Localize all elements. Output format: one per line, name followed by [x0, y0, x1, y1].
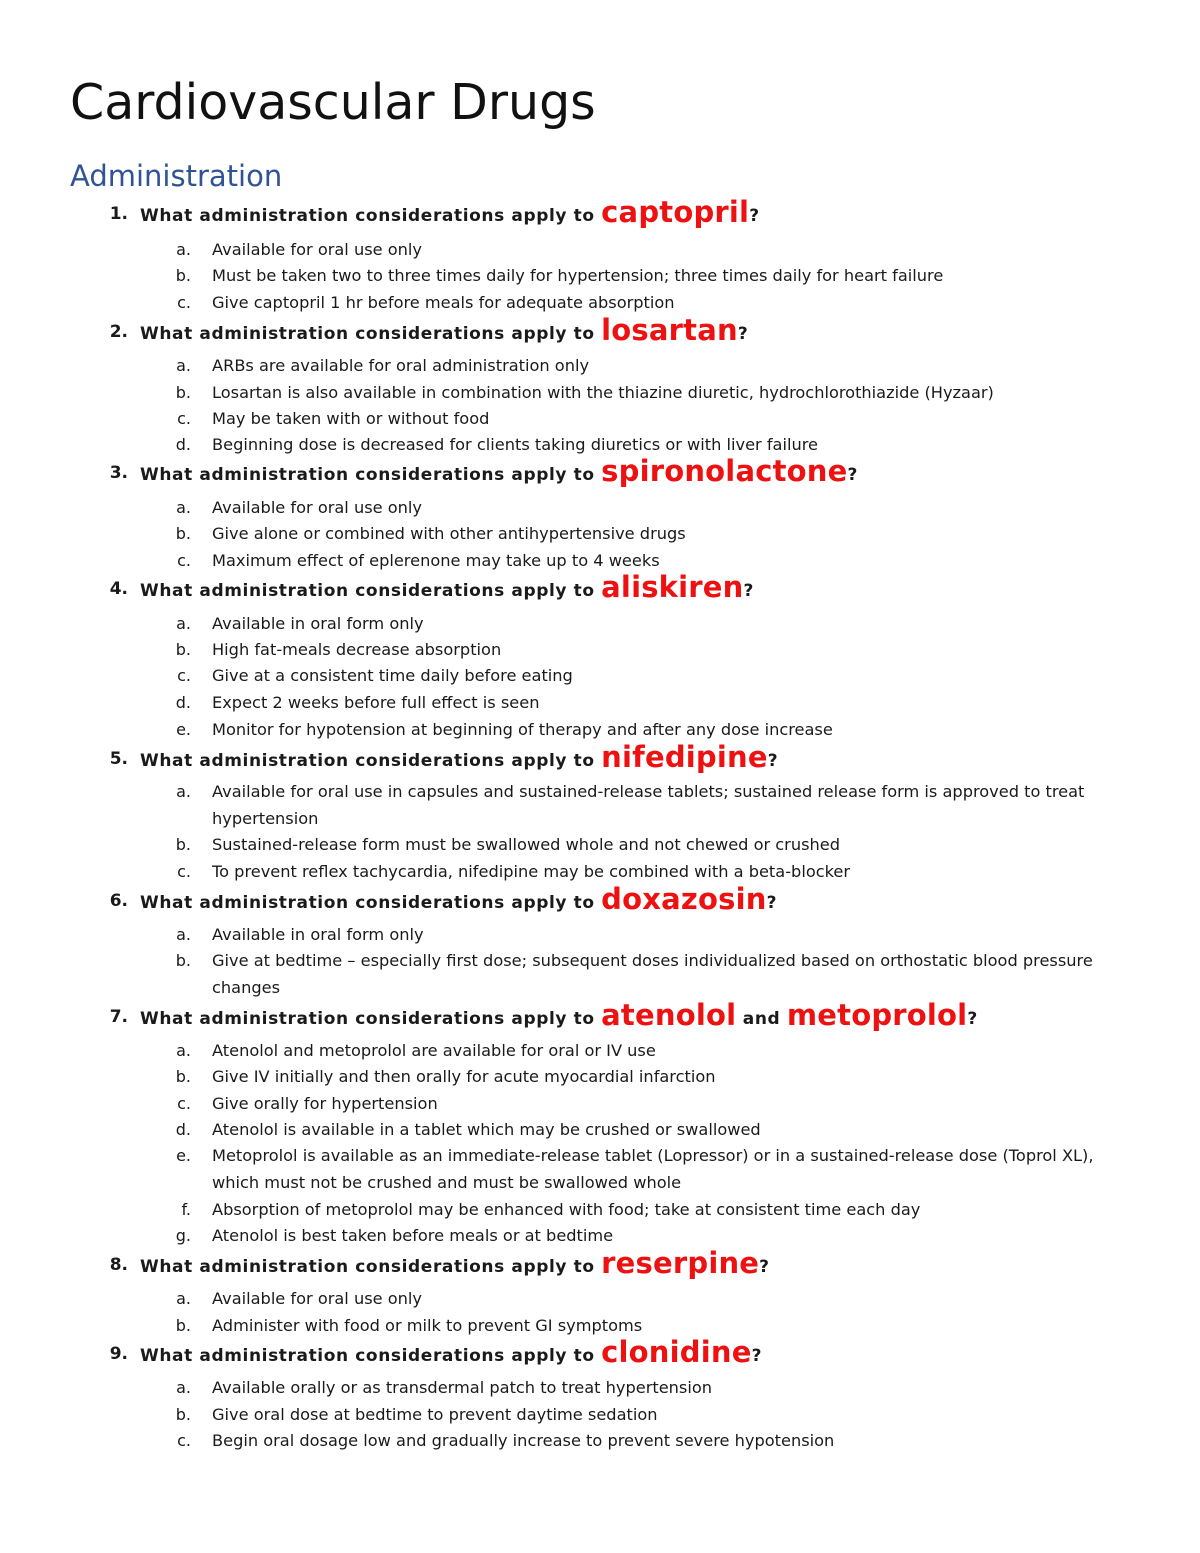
answer-letter: a. [176, 614, 191, 633]
answer-letter: b. [175, 383, 191, 402]
section-heading: Administration [70, 159, 283, 193]
question-text: What administration considerations apply to losartan? [140, 313, 749, 347]
answer-text: Must be taken two to three times daily for hypertension; three times daily for heart failure [212, 266, 944, 285]
question-prefix: What administration considerations apply to [140, 324, 595, 344]
question-prefix: What administration considerations apply to [140, 751, 595, 771]
answer-text: Available orally or as transdermal patch to treat hypertension [212, 1378, 713, 1397]
answer-text: Administer with food or milk to prevent GI symptoms [212, 1316, 643, 1335]
answer-letter: c. [177, 1094, 191, 1113]
question-prefix: What administration considerations apply to [140, 1009, 595, 1029]
answer-text: Metoprolol is available as an immediate-release tablet (Lopressor) or in a sustained-release dose (Toprol XL), which must not be crushed and must be swallowed whole [212, 1146, 1094, 1192]
drug-name: atenolol [601, 998, 737, 1032]
answer-text: Available in oral form only [212, 614, 424, 633]
question-prefix: What administration considerations apply to [140, 1257, 595, 1277]
answer-letter: e. [176, 1146, 191, 1165]
answer-letter: a. [176, 1289, 191, 1308]
question-item [0, 311, 1200, 347]
answer-text: Available for oral use in capsules and sustained-release tablets; sustained release form is approved to treat hypertension [212, 782, 1085, 828]
question-item [0, 880, 1200, 916]
drug-name: captopril [601, 195, 750, 229]
question-item [0, 738, 1200, 774]
answer-text: Atenolol is best taken before meals or at bedtime [212, 1226, 614, 1245]
answer-letter: c. [177, 1431, 191, 1450]
answer-letter: c. [177, 862, 191, 881]
answer-text: Available for oral use only [212, 240, 422, 259]
answer-text: Atenolol is available in a tablet which may be crushed or swallowed [212, 1120, 761, 1139]
answer-text: Available for oral use only [212, 498, 422, 517]
answer-text: Begin oral dosage low and gradually increase to prevent severe hypotension [212, 1431, 835, 1450]
answer-letter: d. [175, 693, 191, 712]
question-number: 5. [109, 749, 128, 769]
answer-text: Give IV initially and then orally for acute myocardial infarction [212, 1067, 716, 1086]
answer-text: Available in oral form only [212, 925, 424, 944]
question-prefix: What administration considerations apply to [140, 581, 595, 601]
question-item [0, 996, 1200, 1032]
answer-letter: a. [176, 782, 191, 801]
question-prefix: What administration considerations apply to [140, 893, 595, 913]
question-item [0, 1244, 1200, 1280]
question-text: What administration considerations apply to spironolactone? [140, 454, 858, 488]
answer-text: Losartan is also available in combination with the thiazine diuretic, hydrochlorothiazide (Hyzaar) [212, 383, 994, 402]
question-prefix: What administration considerations apply to [140, 1346, 595, 1366]
answer-letter: b. [175, 524, 191, 543]
drug-name: clonidine [601, 1335, 752, 1369]
answer-text: Expect 2 weeks before full effect is seen [212, 693, 540, 712]
question-conjunction: and [742, 1009, 781, 1029]
question-text: What administration considerations apply to clonidine? [140, 1335, 763, 1369]
drug-name: aliskiren [601, 570, 744, 604]
answer-text: To prevent reflex tachycardia, nifedipine may be combined with a beta-blocker [212, 862, 851, 881]
question-text: What administration considerations apply to nifedipine? [140, 740, 779, 774]
answer-letter: b. [175, 266, 191, 285]
question-number: 8. [109, 1255, 128, 1275]
question-number: 4. [109, 579, 128, 599]
answer-letter: b. [175, 1405, 191, 1424]
answer-text: Give oral dose at bedtime to prevent daytime sedation [212, 1405, 658, 1424]
drug-name: spironolactone [601, 454, 848, 488]
answer-letter: b. [175, 1067, 191, 1086]
answer-letter: c. [177, 666, 191, 685]
answer-text: Give captopril 1 hr before meals for adequate absorption [212, 293, 675, 312]
answer-letter: d. [175, 435, 191, 454]
answer-letter: b. [175, 1316, 191, 1335]
question-number: 2. [109, 322, 128, 342]
answer-text: Monitor for hypotension at beginning of therapy and after any dose increase [212, 720, 833, 739]
answer-text: Give alone or combined with other antihypertensive drugs [212, 524, 686, 543]
answer-text: Absorption of metoprolol may be enhanced with food; take at consistent time each day [212, 1200, 921, 1219]
answer-text: High fat-meals decrease absorption [212, 640, 502, 659]
question-text: What administration considerations apply to atenolol and metoprolol? [140, 998, 978, 1032]
question-text: What administration considerations apply to aliskiren? [140, 570, 754, 604]
question-item [0, 193, 1200, 229]
answer-letter: g. [175, 1226, 191, 1245]
question-text: What administration considerations apply to reserpine? [140, 1246, 770, 1280]
drug-name: nifedipine [601, 740, 768, 774]
answer-letter: b. [175, 640, 191, 659]
answer-letter: a. [176, 925, 191, 944]
answer-text: Give at bedtime – especially first dose; subsequent doses individualized based on orthostatic blood pressure changes [212, 951, 1093, 997]
answer-letter: a. [176, 356, 191, 375]
question-number: 1. [109, 204, 128, 224]
question-item [0, 1333, 1200, 1369]
question-number: 7. [109, 1007, 128, 1027]
question-number: 3. [109, 463, 128, 483]
answer-text: ARBs are available for oral administration only [212, 356, 590, 375]
answer-letter: a. [176, 1041, 191, 1060]
answer-text: Sustained-release form must be swallowed whole and not chewed or crushed [212, 835, 841, 854]
answer-text: Available for oral use only [212, 1289, 422, 1308]
drug-name: metoprolol [786, 998, 968, 1032]
drug-name: losartan [601, 313, 738, 347]
question-number: 9. [109, 1344, 128, 1364]
answer-letter: c. [177, 293, 191, 312]
answer-letter: a. [176, 1378, 191, 1397]
question-text: What administration considerations apply to captopril? [140, 195, 760, 229]
answer-letter: b. [175, 951, 191, 970]
answer-letter: c. [177, 551, 191, 570]
drug-name: reserpine [601, 1246, 760, 1280]
answer-letter: f. [181, 1200, 191, 1219]
answer-letter: c. [177, 409, 191, 428]
question-number: 6. [109, 891, 128, 911]
answer-text: Give orally for hypertension [212, 1094, 438, 1113]
question-prefix: What administration considerations apply to [140, 206, 595, 226]
drug-name: doxazosin [601, 882, 767, 916]
question-prefix: What administration considerations apply to [140, 465, 595, 485]
answer-text: Give at a consistent time daily before eating [212, 666, 573, 685]
question-item [0, 568, 1200, 604]
question-item [0, 452, 1200, 488]
answer-letter: d. [175, 1120, 191, 1139]
question-text: What administration considerations apply to doxazosin? [140, 882, 778, 916]
answer-text: Atenolol and metoprolol are available for oral or IV use [212, 1041, 656, 1060]
answer-text: Maximum effect of eplerenone may take up to 4 weeks [212, 551, 660, 570]
answer-letter: a. [176, 498, 191, 517]
answer-letter: a. [176, 240, 191, 259]
answer-text: May be taken with or without food [212, 409, 490, 428]
answer-letter: b. [175, 835, 191, 854]
page-title: Cardiovascular Drugs [70, 74, 596, 131]
answer-text: Beginning dose is decreased for clients taking diuretics or with liver failure [212, 435, 818, 454]
answer-letter: e. [176, 720, 191, 739]
